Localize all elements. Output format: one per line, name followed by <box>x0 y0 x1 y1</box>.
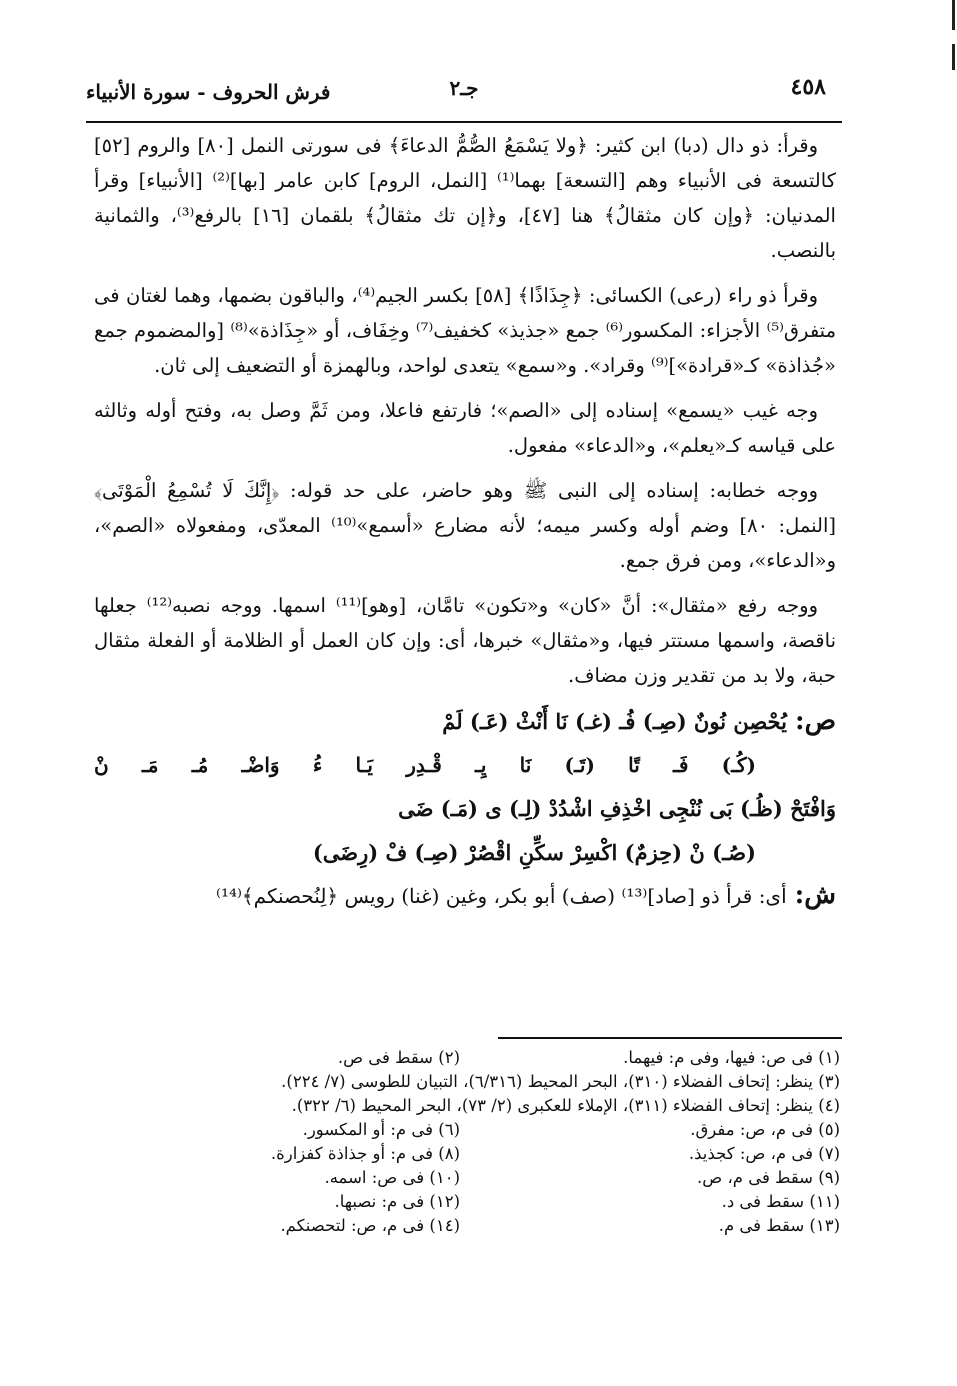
paragraph: ووجه رفع «مثقال»: أنَّ «كان» و«تكون» تامَّان، [وهو]⁽¹¹⁾ اسمها. ووجه نصبه⁽¹²⁾ جعلها ناقصة، واسمها مستتر فيها، و«مثقال» خبرها، أى: وإن كان العمل أو الظلامة أو الفعلة مثقال حبة، ولا بد من تقدير وزن مضاف. <box>94 594 836 687</box>
footnote: (١) فى ص: فيها، وفى م: فيهما. <box>623 1048 840 1067</box>
verse-line: (كُـ) فَـ تًا (تَـ) نَا يِـ قْـدِر يَـا ءُ وَاضْـ مُـ مَـ نْ <box>94 753 756 777</box>
footnote-row <box>170 1166 840 1190</box>
verse-line-text: يُحْصِن نُونٌ (صِـ) فُـ (غـ) نَا أَنْثْ (عَـ) لَمْ <box>442 709 787 734</box>
footnote: (٢) سقط فى ص. <box>337 1048 460 1067</box>
footnote: (٩) سقط فى م، ص. <box>697 1168 840 1187</box>
footnote: (١١) سقط فى د. <box>721 1192 840 1211</box>
footnote-row <box>170 1190 840 1214</box>
footnote: (٣) ينظر: إتحاف الفضلاء (٣١٠)، البحر المحيط (٦/٣١٦)، التبيان للطوسى (٧/ ٢٢٤). <box>281 1072 840 1091</box>
footnote: (١٤) فى م، ص: لتحصنكم. <box>280 1216 460 1235</box>
footnote: (٤) ينظر: إتحاف الفضلاء (٣١١)، الإملاء للعكبرى (٢/ ٧٣)، البحر المحيط (٦/ ٣٢٢). <box>291 1096 840 1115</box>
verse-line: وَافْتَحْ (ظُـ) بَى نُنْجِى اخْذِفِ اشْدُدْ (لِـ) ى (مَـ) ضَى <box>398 796 836 821</box>
footnote: (٥) فى م، ص: مفرق. <box>690 1120 840 1139</box>
footnote: (٧) فى م، ص: كجذيذ. <box>688 1144 840 1163</box>
page-header <box>86 70 842 116</box>
footnotes <box>170 1046 840 1238</box>
paragraph: وجه غيب «يسمع» إسناده إلى «الصم»؛ فارتفع فاعلا، ومن ثَمَّ وصل به، وفتح أوله وثالثه على قياسه كـ«يعلم»، و«الدعاء» مفعول. <box>94 399 836 457</box>
commentary-text: أى: قرأ ذو [صاد]⁽¹³⁾ (صف) أبو بكر، وغين (غنا) رويس ﴿لِنُحصنكم﴾⁽¹⁴⁾ <box>216 884 787 908</box>
footnote: (١٣) سقط فى م. <box>718 1216 840 1235</box>
main-text <box>94 128 836 914</box>
verse-block <box>94 699 836 875</box>
verse-line <box>94 699 836 743</box>
commentary-line <box>94 877 836 914</box>
footnote: (١٠) فى ص: اسمه. <box>324 1168 460 1187</box>
edge-mark <box>952 0 955 30</box>
paragraph: ووجه خطابه: إسناده إلى النبى ﷺ وهو حاضر، على حد قوله: ﴿إِنَّكَ لَا تُسْمِعُ الْمَوْتَى﴾ [النمل: ٨٠] وضم أوله وكسر ميمه؛ لأنه مضارع «أسمع»⁽¹⁰⁾ المعدّى، ومفعولاه «الصم»، و«الدعاء»، ومن فرق جمع. <box>94 479 836 572</box>
footnote: (٦) فى م: أو المكسور. <box>302 1120 460 1139</box>
page-number: ٤٥٨ <box>790 74 826 100</box>
commentary-label: ش: <box>794 880 836 910</box>
header-rule <box>86 121 842 123</box>
footnote-row <box>170 1214 840 1238</box>
footnote-row <box>170 1118 840 1142</box>
paragraph: وقرأ: ذو دال (دبا) ابن كثير: ﴿ولا يَسْمَعُ الصُّمُّ الدعاءَ﴾ فى سورتى النمل [٨٠] والروم [٥٢] كالتسعة فى الأنبياء وهم [التسعة] بهما⁽¹⁾ [النمل، الروم] كابن عامر [بها]⁽²⁾ [الأنبياء] وقرأ المدنيان: ﴿وإن كان مثقالُ﴾ هنا [٤٧]، و﴿إن تك مثقالُ﴾ بلقمان [١٦] بالرفع⁽³⁾، والثمانية بالنصب. <box>94 134 836 262</box>
edge-mark <box>952 44 955 70</box>
verse-line: (صُـ) نْ (حِزمٌ) اكْسِرْ سكِّنِ اقْصُرْ (صِـ) فْ (رِضَى) <box>312 840 756 865</box>
verse-label: ص: <box>794 706 836 736</box>
footnote-rule <box>498 1037 842 1039</box>
footnote: (١٢) فى م: نصبها. <box>334 1192 460 1211</box>
volume-label: جـ٢ <box>449 76 479 100</box>
running-title: فرش الحروف - سورة الأنبياء <box>86 80 331 104</box>
footnote-row <box>170 1142 840 1166</box>
footnote-row <box>170 1046 840 1070</box>
paragraph: وقرأ ذو راء (رعى) الكسائى: ﴿جِذَاذًا﴾ [٥٨] بكسر الجيم⁽⁴⁾، والباقون بضمها، وهما لغتان فى متفرق⁽⁵⁾ الأجزاء: المكسور⁽⁶⁾ جمع «جذيذ» كخفيف⁽⁷⁾ وخِفَاف، أو «جِذَاذة»⁽⁸⁾ [والمضموم جمع «جُذاذة» كـ«قرادة»]⁽⁹⁾ وقراد». و«سمع» يتعدى لواحد، وبالهمزة أو التضعيف إلى ثان. <box>94 284 837 377</box>
footnote: (٨) فى م: أو جذاذة كفزارة. <box>270 1144 460 1163</box>
